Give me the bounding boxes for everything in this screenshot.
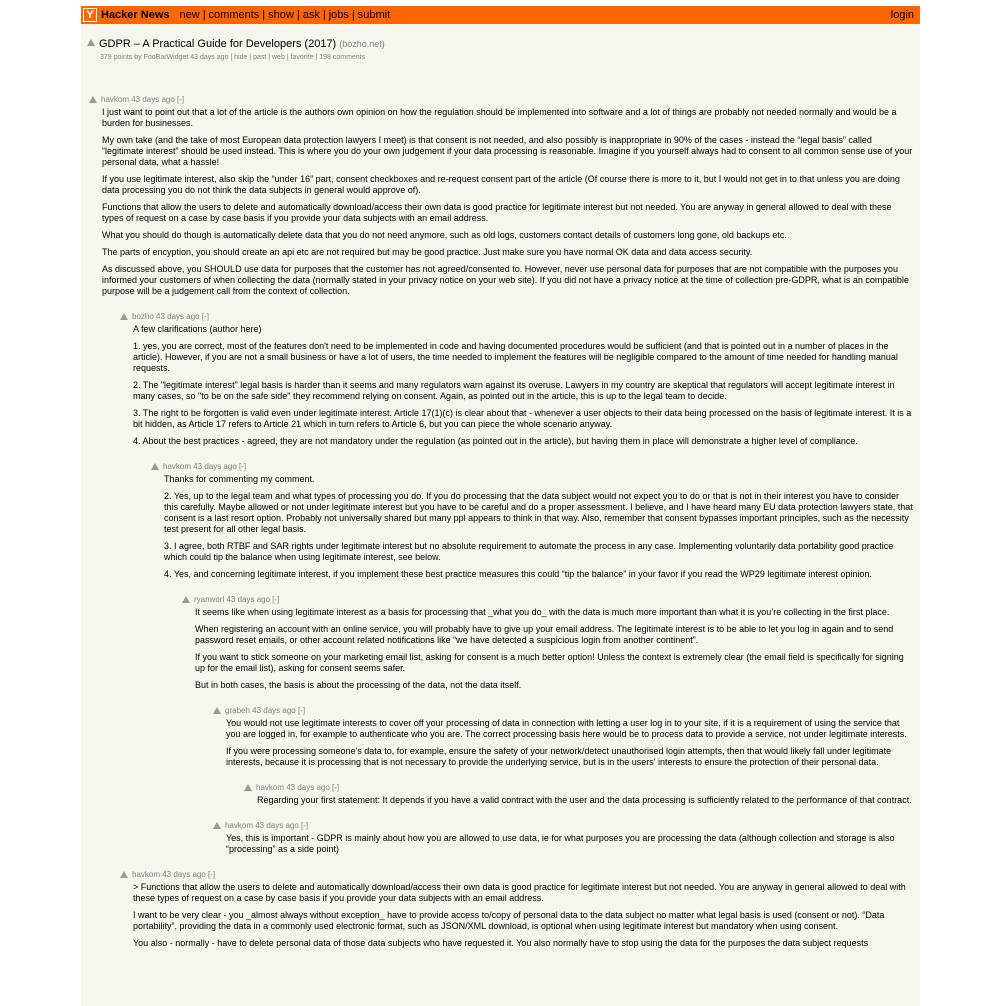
upvote-arrow-icon[interactable]: [151, 463, 159, 470]
comment-paragraph: You would not use legitimate interests to cover off your processing of data in connection with letting a user log in to your site, if it is a requirement of using the service that you are logged in, for example to authenticate who you are. The correct processing basis here would be to process data to provide a service, not under legitimate interests.: [226, 718, 907, 739]
comment-text: [226, 833, 915, 855]
comment-text: [195, 607, 915, 691]
comment-paragraph: The parts of encyption, you should create an api etc are not required but may be good practice. Just make sure you have normal OK data and data access security.: [102, 247, 753, 257]
comment-paragraph: Functions that allow the users to delete and automatically download/access their own data is good practice for legitimate interest but not needed. You are anyway in general allowed to deal with these types of request on a case by case basis if you provide your data subjects with an email address.: [102, 202, 892, 223]
comment-paragraph: 2. The "legitimate interest" legal basis is harder than it seems and many regulators warn against its overuse. Lawyers in my country are skeptical that regulators will accept legitimate interest in many cases, so "to be on the safe side" they recommend relying on consent. Again, as pointed out in the article, this is up to the legal team to decide.: [133, 380, 895, 401]
comment: [151, 461, 915, 580]
comment-text: [226, 718, 915, 768]
story-site-link[interactable]: (bozho.net): [339, 39, 385, 49]
comment-paragraph: If you use legitimate interest, also skip the “under 16” part, consent checkboxes and re-request consent part of the article (Of course there is more to it, but I would not get in to that unless you are doing data processing you do not think the data subjects in general would approve of).: [102, 174, 900, 195]
comment-paragraph: 3. The right to be forgotten is valid even under legitimate interest. Article 17(1)(c) is clear about that - whenever a user objects to their data being processed on the basis of legitimate interest. It is a bit hidden, as Article 17 refers to Article 21 which in turn refers to Article 6, but you can piece the whole scenario anyway.: [133, 408, 912, 429]
comment-paragraph: 3. I agree, both RTBF and SAR rights under legitimate interest but no absolute requirement to automate the process in any case. Implementing voluntarily data portability good practice which could tip the balance when using legitimate interest, see below.: [164, 541, 894, 562]
comment-paragraph: As discussed above, you SHOULD use data for purposes that the customer has not agreed/consented to. However, never use personal data for purposes that are not compatible with the purposes you informed your customers of when collecting the data (normally stated in your privacy notice on your web site). If you did not have a privacy notice at the time of collection pre-GDPR, what is an compatible purpose will be a judgement call from the context of collection.: [102, 264, 909, 296]
login-link[interactable]: login: [890, 9, 914, 21]
comment-paragraph: I just want to point out that a lot of the article is the authors own opinion on how the regulation should be implemented into software and a lot of things are probably not needed normally and would be a burden for businesses.: [102, 107, 897, 128]
top-nav-bar: [81, 6, 920, 24]
nav-link-new[interactable]: new: [179, 9, 200, 21]
nav-separator: |: [202, 9, 206, 21]
comment-paragraph: If you were processing someone's data to, for example, ensure the safety of your network/detect unauthorised login attempts, then that would likely fall under legitimate interests, because it is processing that is not necessary to provide the underlying service, but is in the users' interests to ensure the protection of their personal data.: [226, 746, 892, 767]
comment-paragraph: Regarding your first statement: It depends if you have a valid contract with the user and the data processing is sufficiently related to the performance of that contract.: [257, 795, 912, 805]
comment-meta[interactable]: havkom 43 days ago [-]: [101, 94, 185, 104]
upvote-arrow-icon[interactable]: [213, 707, 221, 714]
nav-link-submit[interactable]: submit: [357, 9, 391, 21]
comment-text: [102, 107, 915, 297]
upvote-arrow-icon[interactable]: [213, 822, 221, 829]
comment-paragraph: What you should do though is automatically delete data that you do not need anymore, such as old logs, customers contact details of customers long gone, old backups etc.: [102, 230, 787, 240]
comment-paragraph: Thanks for commenting my comment.: [164, 474, 315, 484]
comment-paragraph: When registering an account with an online service, you will probably have to give up your email address. The legitimate interest is to be able to let you log in again and to send password reset emails, or other account related notifications like “we have detected a suspicious login from another continent”.: [195, 624, 894, 645]
comment-meta[interactable]: ryanworl 43 days ago [-]: [194, 594, 280, 604]
comment-text: [133, 324, 915, 447]
comment-paragraph: If you want to stick someone on your marketing email list, asking for consent is a much better option! Unless the context is extremely clear (the email field is specifically for signing up for the email list), asking for consent seems safer.: [195, 652, 904, 673]
comment-meta[interactable]: havkom 43 days ago [-]: [225, 820, 309, 830]
nav-separator: |: [296, 9, 300, 21]
upvote-arrow-icon[interactable]: [120, 871, 128, 878]
nav-link-ask[interactable]: ask: [302, 9, 320, 21]
comment: [182, 594, 915, 691]
comment-meta[interactable]: havkom 43 days ago [-]: [132, 869, 216, 879]
hn-page: [81, 6, 920, 1006]
comment-meta[interactable]: grabeh 43 days ago [-]: [225, 705, 306, 715]
comment: [89, 94, 915, 297]
story-item: [87, 38, 910, 61]
upvote-arrow-icon[interactable]: [182, 596, 190, 603]
nav-separator: |: [351, 9, 355, 21]
comment-paragraph: A few clarifications (author here): [133, 324, 262, 334]
comment-paragraph: 2. Yes, up to the legal team and what types of processing you do. If you do processing that the data subject would not expect you to do or that is not in their interest you have to consider this carefully. Maybe allowed or not under legitimate interest but you have to be careful and do a proper assessment. I believe, and I have heard many EU data protection lawyers state, that consent is a last resort option. Probably not universally shared but many ppl appears to think in that way. Also, remember that consent bypasses important principles, such as the necessity test present for all other legal basis.: [164, 491, 913, 534]
nav-separator: |: [322, 9, 326, 21]
upvote-arrow-icon[interactable]: [120, 313, 128, 320]
comment-meta[interactable]: bozho 43 days ago [-]: [132, 311, 209, 321]
comment-meta[interactable]: havkom 43 days ago [-]: [256, 782, 340, 792]
comment-text: [133, 882, 915, 949]
hn-logo-icon[interactable]: Y: [83, 8, 97, 22]
story-title-link[interactable]: GDPR – A Practical Guide for Developers (2017): [99, 38, 337, 50]
upvote-arrow-icon[interactable]: [244, 784, 252, 791]
upvote-arrow-icon[interactable]: [89, 96, 97, 103]
nav-separator: |: [262, 9, 266, 21]
comment-paragraph: > Functions that allow the users to delete and automatically download/access their own data is good practice for legitimate interest but not needed. You are anyway in general allowed to deal with these types of request on a case by case basis if you provide your data subjects with an email address.: [133, 882, 906, 903]
nav-links: [180, 9, 391, 21]
comment-paragraph: 4. About the best practices - agreed, they are not mandatory under the regulation (as pointed out in the article), but having them in place will demonstrate a higher level of compliance.: [133, 436, 858, 446]
comment-meta[interactable]: havkom 43 days ago [-]: [163, 461, 247, 471]
comment: [213, 820, 915, 855]
comment-paragraph: My own take (and the take of most European data protection lawyers I meet) is that consent is not needed, and also possibly is inappropriate in 90% of the cases - instead the “legal basis” called “legitimate interest” should be used instead. This is where you do your own judgement if your data processing is reasonable. Imagine if you yourself always had to consent to all common sense use of your personal data, what a hassle!: [102, 135, 913, 167]
comment: [244, 782, 915, 806]
upvote-arrow-icon[interactable]: [87, 39, 95, 46]
comment-paragraph: 1. yes, you are correct, most of the features don't need to be implemented in code and having documented procedures would be sufficient (and that is pointed out in a number of places in the article). However, if you are not a small business or have a lot of users, the time needed to implement the features will be negligible compared to the amount of time needed for handling manual requests.: [133, 341, 898, 373]
comment-paragraph: 4. Yes, and concerning legitimate interest, if you implement these best practice measures this could “tip the balance” in your favor if you read the WP29 legitimate interest opinion.: [164, 569, 872, 579]
site-brand-link[interactable]: Hacker News: [101, 9, 170, 21]
story-subtext[interactable]: 379 points by FooBarWidget 43 days ago | hide | past | web | favorite | 198 comments: [100, 54, 366, 61]
comment: [120, 311, 915, 447]
nav-link-comments[interactable]: comments: [208, 9, 260, 21]
nav-link-show[interactable]: show: [268, 9, 294, 21]
comment-text: [257, 795, 915, 806]
comment-paragraph: Yes, this is important - GDPR is mainly about how you are allowed to use data, ie for what purposes you are processing the data (although collection and storage is also “processing” as a side point): [226, 833, 895, 854]
comment: [213, 705, 915, 768]
comment-paragraph: It seems like when using legitimate interest as a basis for processing that _what you do_ with the data is much more important than what it is you’re collecting in the first place.: [195, 607, 890, 617]
nav-link-jobs[interactable]: jobs: [328, 9, 349, 21]
comment-text: [164, 474, 915, 580]
comment-paragraph: I want to be very clear - you _almost always without exception_ have to provide access to/copy of personal data to the data subject no matter what legal basis is used (consent or not). “Data portability”, providing the data in a commonly used electronic format, such as JSON/XML download, is optional when using legitimate interest but mandatory when using consent.: [133, 910, 885, 931]
comment: [120, 869, 915, 949]
comment-paragraph: But in both cases, the basis is about the processing of the data, not the data itself.: [195, 680, 522, 690]
comment-tree: [81, 94, 915, 955]
comment-paragraph: You also - normally - have to delete personal data of those data subjects who have requested it. You also normally have to stop using the data for the purposes the data subject requests: [133, 938, 869, 948]
